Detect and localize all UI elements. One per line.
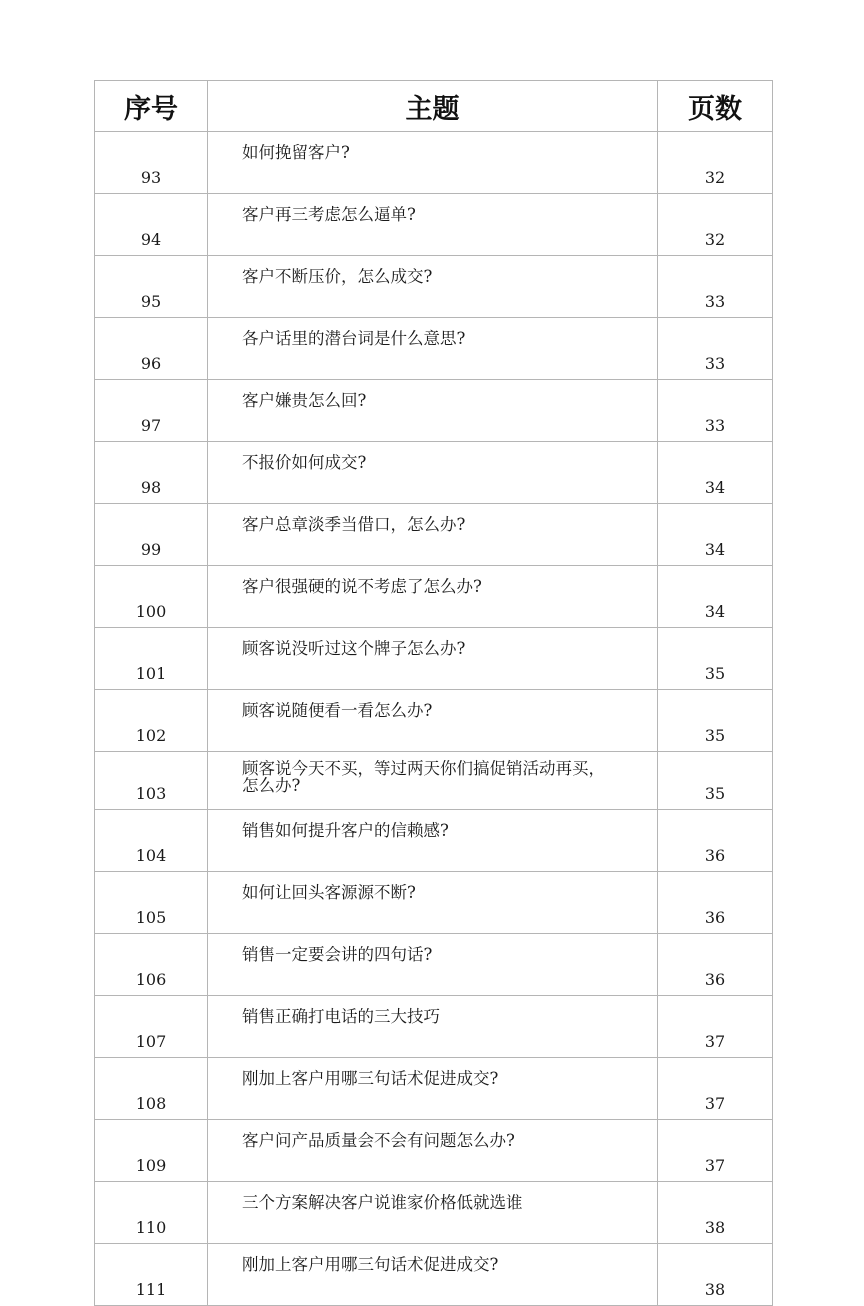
row-number: 95	[95, 256, 208, 318]
row-number: 106	[95, 934, 208, 996]
row-topic: 销售正确打电话的三大技巧	[208, 996, 658, 1058]
row-page: 33	[658, 380, 773, 442]
row-page: 35	[658, 628, 773, 690]
row-topic: 刚加上客户用哪三句话术促进成交?	[208, 1058, 658, 1120]
row-number: 111	[95, 1244, 208, 1306]
row-topic: 客户问产品质量会不会有问题怎么办?	[208, 1120, 658, 1182]
row-topic: 如何让回头客源源不断?	[208, 872, 658, 934]
row-topic: 顾客说随便看一看怎么办?	[208, 690, 658, 752]
row-topic: 客户很强硬的说不考虑了怎么办?	[208, 566, 658, 628]
row-number: 96	[95, 318, 208, 380]
row-number: 108	[95, 1058, 208, 1120]
row-topic: 客户总章淡季当借口，怎么办?	[208, 504, 658, 566]
row-page: 38	[658, 1244, 773, 1306]
row-topic: 各户话里的潜台词是什么意思?	[208, 318, 658, 380]
table-row	[95, 380, 773, 442]
row-topic: 客户再三考虑怎么逼单?	[208, 194, 658, 256]
row-number: 104	[95, 810, 208, 872]
row-number: 105	[95, 872, 208, 934]
header-number: 序号	[95, 81, 208, 132]
row-number: 98	[95, 442, 208, 504]
table-row	[95, 872, 773, 934]
row-topic: 销售一定要会讲的四句话?	[208, 934, 658, 996]
row-number: 100	[95, 566, 208, 628]
table-row	[95, 1182, 773, 1244]
row-topic: 顾客说没听过这个牌子怎么办?	[208, 628, 658, 690]
row-number: 94	[95, 194, 208, 256]
table-row	[95, 442, 773, 504]
row-topic: 如何挽留客户?	[208, 132, 658, 194]
table-row	[95, 194, 773, 256]
table-row	[95, 1120, 773, 1182]
row-number: 109	[95, 1120, 208, 1182]
row-page: 37	[658, 1058, 773, 1120]
table-row	[95, 566, 773, 628]
row-topic: 刚加上客户用哪三句话术促进成交?	[208, 1244, 658, 1306]
row-number: 103	[95, 752, 208, 810]
table-row	[95, 996, 773, 1058]
row-page: 34	[658, 504, 773, 566]
table-row	[95, 934, 773, 996]
row-topic: 不报价如何成交?	[208, 442, 658, 504]
row-page: 35	[658, 752, 773, 810]
row-topic: 客户嫌贵怎么回?	[208, 380, 658, 442]
row-page: 34	[658, 442, 773, 504]
table-row	[95, 256, 773, 318]
table-row	[95, 690, 773, 752]
row-page: 33	[658, 256, 773, 318]
row-page: 32	[658, 194, 773, 256]
toc-table	[94, 80, 773, 1306]
header-page: 页数	[658, 81, 773, 132]
row-page: 36	[658, 934, 773, 996]
row-page: 32	[658, 132, 773, 194]
row-number: 107	[95, 996, 208, 1058]
table-row	[95, 504, 773, 566]
row-page: 36	[658, 872, 773, 934]
header-topic: 主题	[208, 81, 658, 132]
row-number: 93	[95, 132, 208, 194]
table-row	[95, 1058, 773, 1120]
table-row	[95, 810, 773, 872]
row-page: 36	[658, 810, 773, 872]
table-row	[95, 628, 773, 690]
table-header-row	[95, 81, 773, 132]
row-topic: 销售如何提升客户的信赖感?	[208, 810, 658, 872]
table-row	[95, 752, 773, 810]
row-topic: 顾客说今天不买，等过两天你们搞促销活动再买，怎么办?	[208, 752, 658, 810]
row-number: 101	[95, 628, 208, 690]
row-page: 35	[658, 690, 773, 752]
row-page: 38	[658, 1182, 773, 1244]
row-topic: 三个方案解决客户说谁家价格低就选谁	[208, 1182, 658, 1244]
table-row	[95, 132, 773, 194]
row-number: 97	[95, 380, 208, 442]
table-row	[95, 1244, 773, 1306]
row-page: 37	[658, 1120, 773, 1182]
table-body	[95, 132, 773, 1306]
row-page: 37	[658, 996, 773, 1058]
row-page: 33	[658, 318, 773, 380]
row-number: 110	[95, 1182, 208, 1244]
table-row	[95, 318, 773, 380]
row-number: 102	[95, 690, 208, 752]
row-page: 34	[658, 566, 773, 628]
row-number: 99	[95, 504, 208, 566]
row-topic: 客户不断压价，怎么成交?	[208, 256, 658, 318]
